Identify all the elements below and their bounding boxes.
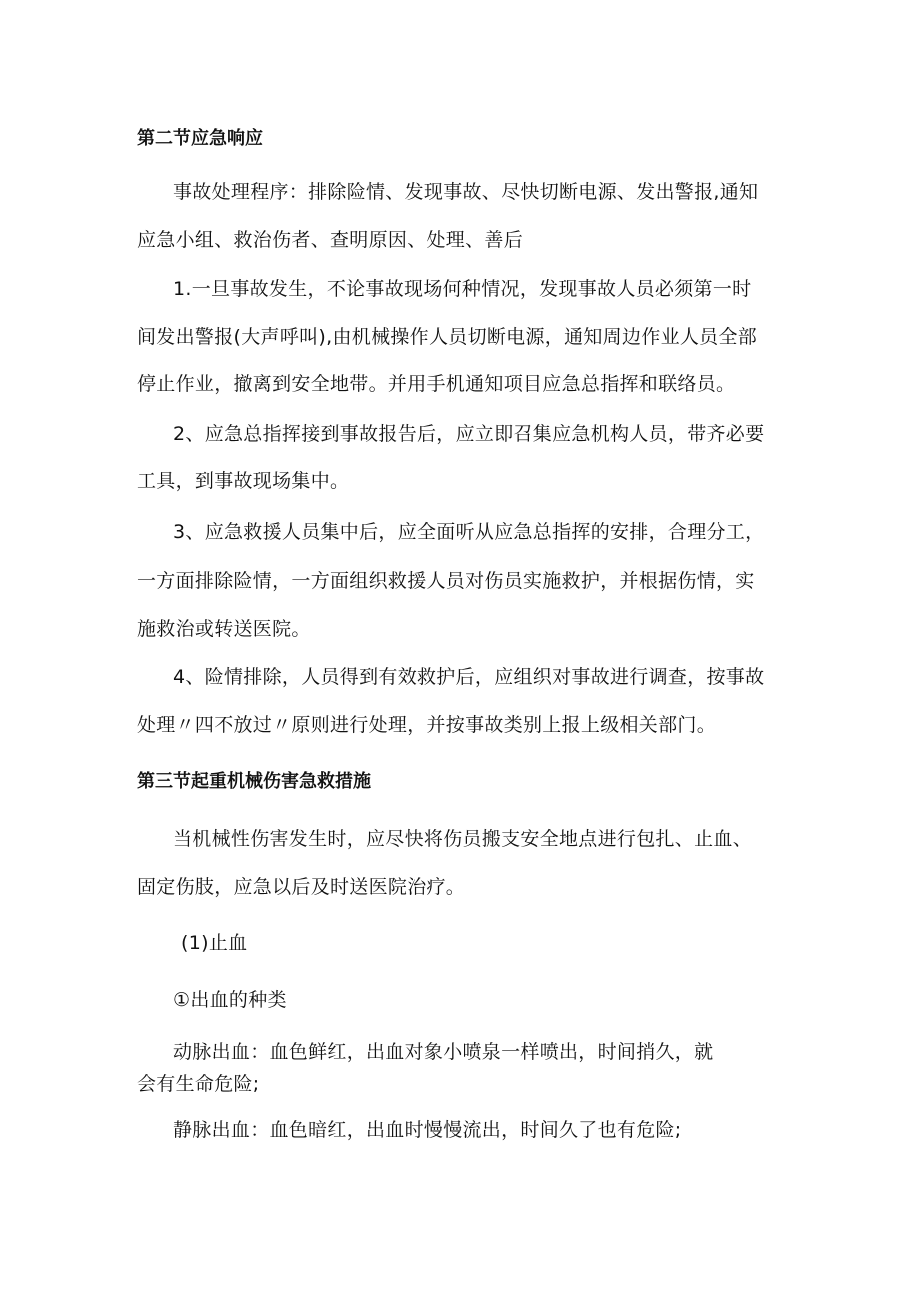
item-1-line-1: 1.一旦事故发生，不论事故现场何种情况，发现事故人员必须第一时 (173, 278, 752, 300)
arterial-line-1: 动脉出血：血色鲜红，出血对象小喷泉一样喷出，时间捎久，就 (173, 1041, 714, 1063)
section-2-title: 第二节应急响应 (137, 128, 263, 149)
procedure-line-1: 事故处理程序：排除险情、发现事故、尽快切断电源、发出警报,通知 (173, 181, 759, 203)
arterial-line-2: 会有生命危险; (137, 1073, 260, 1095)
procedure-line-2: 应急小组、救治伤者、查明原因、处理、善后 (137, 229, 524, 251)
injury-line-1: 当机械性伤害发生时，应尽快将伤员搬支安全地点进行包扎、止血、 (173, 828, 753, 850)
item-2-line-1: 2、应急总指挥接到事故报告后，应立即召集应急机构人员，带齐必要 (173, 423, 765, 445)
item-4-line-2: 处理〃四不放过〃原则进行处理，并按事故类别上报上级相关部门。 (137, 714, 717, 736)
injury-line-2: 固定伤肢，应急以后及时送医院治疗。 (137, 876, 466, 898)
item-3-line-2: 一方面排除险情，一方面组织救援人员对伤员实施救护，并根据伤情，实 (137, 570, 755, 592)
item-3-line-3: 施救治或转送医院。 (137, 618, 311, 640)
section-3-title: 第三节起重机械伤害急救措施 (137, 771, 371, 792)
subheading-bleeding-types: ①出血的种类 (173, 989, 287, 1011)
subheading-stop-bleeding: (1)止血 (181, 932, 248, 954)
item-4-line-1: 4、险情排除，人员得到有效救护后，应组织对事故进行调查，按事故 (173, 666, 765, 688)
item-1-line-2: 间发出警报(大声呼叫),由机械操作人员切断电源，通知周边作业人员全部 (137, 326, 758, 348)
item-1-line-3: 停止作业，撤离到安全地带。并用手机通知项目应急总指挥和联络员。 (137, 373, 736, 395)
item-2-line-2: 工具，到事故现场集中。 (137, 470, 350, 492)
item-3-line-1: 3、应急救援人员集中后，应全面听从应急总指挥的安排，合理分工， (173, 521, 765, 543)
venous-line: 静脉出血：血色暗红，出血时慢慢流出，时间久了也有危险; (173, 1119, 682, 1141)
